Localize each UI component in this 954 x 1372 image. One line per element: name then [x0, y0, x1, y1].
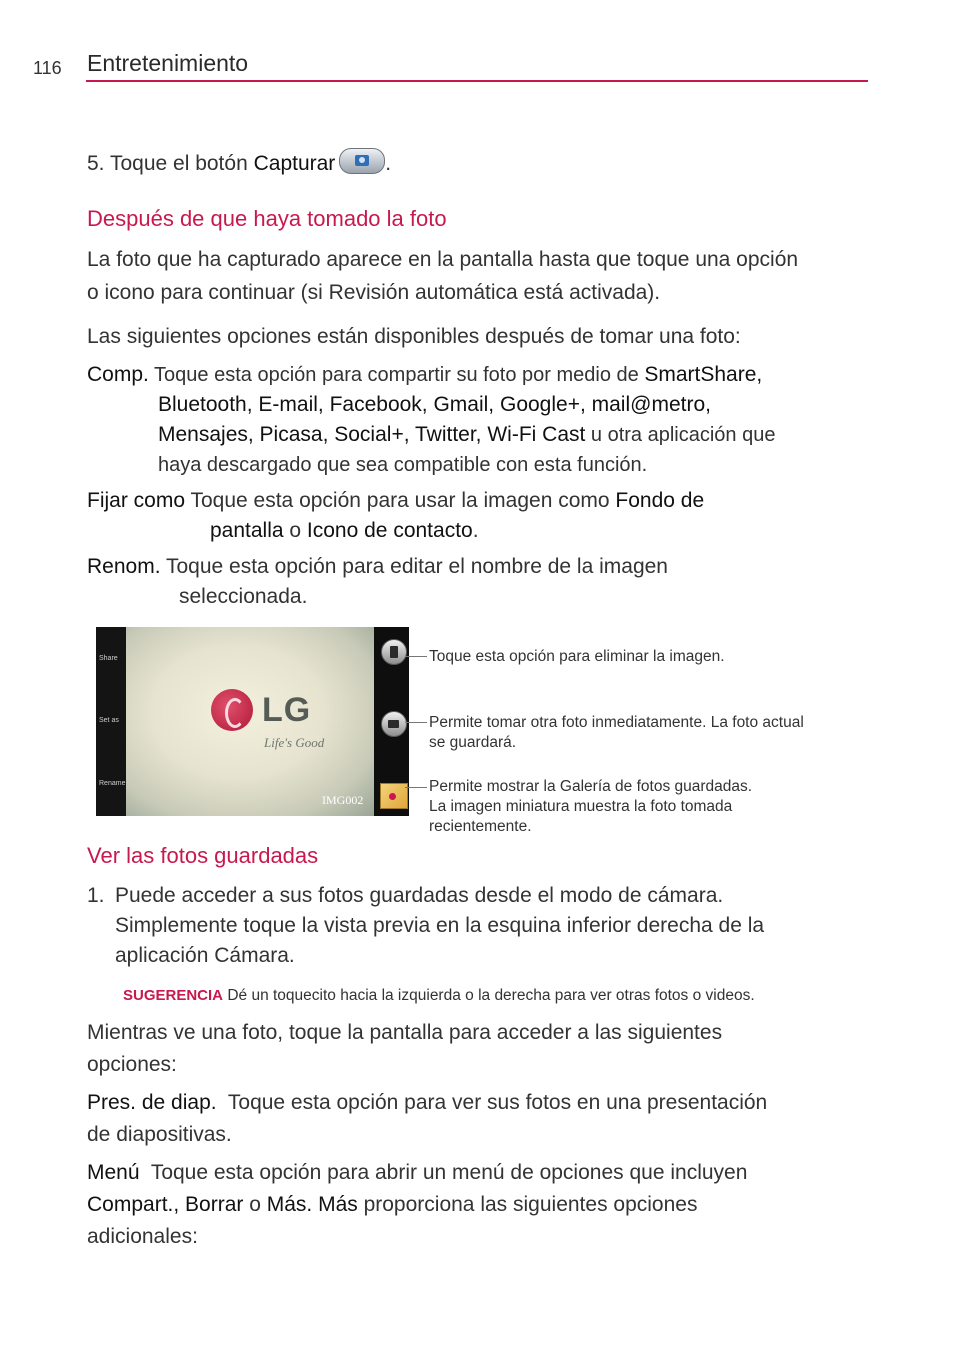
renom-term: Renom. [87, 555, 161, 578]
logo-tagline: Life's Good [264, 735, 325, 750]
comp-l1-text: Toque esta opción para compartir su foto por medio de [148, 364, 645, 386]
header-rule [86, 80, 868, 82]
tip-text: Dé un toquecito hacia la izquierda o la derecha para ver otras fotos o videos. [223, 987, 755, 1004]
fijar-l2-bold1: pantalla [210, 519, 284, 542]
pres-line1 [87, 1088, 767, 1118]
renom-line1 [87, 552, 668, 582]
item1-number: 1. [87, 884, 105, 907]
renom-line2: seleccionada. [179, 585, 308, 608]
leader-camera [405, 722, 427, 723]
comp-l1-bold: SmartShare, [644, 363, 763, 386]
para-line1: Mientras ve una foto, toque la pantalla para acceder a las siguientes [87, 1021, 723, 1044]
callout-gallery-l2: La imagen miniatura muestra la foto tomada [429, 798, 733, 815]
item1-line2: Simplemente toque la vista previa en la esquina inferior derecha de la [115, 914, 765, 937]
menu-term: Menú [87, 1161, 140, 1184]
step-5-text: 5. Toque el botón [87, 152, 254, 175]
menu-line1 [87, 1158, 747, 1188]
callout-gallery-l1: Permite mostrar la Galería de fotos guardadas. [429, 778, 753, 795]
menu-l1-text: Toque esta opción para abrir un menú de opciones que incluyen [139, 1161, 748, 1184]
side-label-setas: Set as [99, 717, 119, 724]
fijar-l2-text: o [283, 519, 307, 542]
menu-line3: adicionales: [87, 1225, 198, 1248]
para-line2: opciones: [87, 1053, 177, 1076]
step-5 [87, 149, 391, 179]
comp-line4: haya descargado que sea compatible con esta función. [158, 454, 648, 476]
item1-line1: Puede acceder a sus fotos guardadas desde el modo de cámara. [115, 884, 724, 907]
pres-line2: de diapositivas. [87, 1123, 232, 1146]
gallery-thumbnail [380, 783, 408, 809]
comp-l3-text: u otra aplicación que [585, 424, 776, 446]
leader-delete [405, 656, 427, 657]
callout-delete: Toque esta opción para eliminar la imagen. [429, 648, 725, 665]
fijar-l1-text: Toque esta opción para usar la imagen como [185, 489, 616, 512]
comp-line2: Bluetooth, E-mail, Facebook, Gmail, Google+, mail@metro, [158, 393, 711, 416]
camera-review-screenshot [96, 627, 409, 816]
tip [123, 987, 755, 1005]
heading-saved-photos: Ver las fotos guardadas [87, 843, 319, 868]
image-name: IMG002 [322, 793, 364, 807]
para1-line1: La foto que ha capturado aparece en la pantalla hasta que toque una opción [87, 248, 799, 271]
callout-camera-l2: se guardará. [429, 734, 517, 751]
camera-icon [381, 711, 407, 737]
fijar-line1 [87, 486, 704, 516]
side-label-share: Share [99, 655, 118, 662]
para2: Las siguientes opciones están disponibles después de tomar una foto: [87, 325, 741, 348]
item1-line3: aplicación Cámara. [115, 944, 295, 967]
menu-l2-text2: proporciona las siguientes opciones [357, 1193, 698, 1216]
comp-term: Comp. [87, 363, 149, 386]
callout-camera-l1: Permite tomar otra foto inmediatamente. La foto actual [429, 714, 804, 731]
fijar-l2-end: . [472, 519, 479, 542]
fijar-term: Fijar como [87, 489, 186, 512]
tip-label: SUGERENCIA [123, 987, 224, 1004]
comp-line3 [158, 420, 775, 450]
side-label-rename: Rename [99, 780, 126, 787]
menu-l2-bold2: Más. Más [266, 1193, 358, 1216]
step-5-bold: Capturar [253, 152, 336, 175]
capture-button-icon [339, 148, 385, 174]
lg-logo-icon [211, 689, 253, 731]
fijar-l1-bold: Fondo de [615, 489, 705, 512]
option-side-bar [96, 627, 126, 816]
menu-l2-text1: o [243, 1193, 267, 1216]
heading-after-photo: Después de que haya tomado la foto [87, 206, 447, 231]
fijar-l2-bold2: Icono de contacto [306, 519, 473, 542]
comp-l3-bold: Mensajes, Picasa, Social+, Twitter, Wi-Fi Cast [158, 423, 586, 446]
callout-gallery-l3: recientemente. [429, 818, 532, 835]
section-title: Entretenimiento [87, 50, 249, 76]
renom-l1-text: Toque esta opción para editar el nombre de la imagen [160, 555, 668, 578]
page-number: 116 [33, 58, 62, 78]
step-5-suffix: . [385, 152, 392, 175]
menu-line2 [87, 1190, 697, 1220]
leader-gallery [405, 787, 427, 788]
captured-photo [126, 627, 374, 816]
trash-icon [381, 639, 407, 665]
fijar-line2 [210, 516, 479, 546]
menu-l2-bold1: Compart., Borrar [87, 1193, 244, 1216]
camera-icon [355, 155, 369, 166]
pres-l1-text: Toque esta opción para ver sus fotos en una presentación [216, 1091, 768, 1114]
pres-term: Pres. de diap. [87, 1091, 217, 1114]
logo-text: LG [262, 691, 312, 729]
para1-line2: o icono para continuar (si Revisión automática está activada). [87, 281, 661, 304]
comp-line1 [87, 360, 762, 390]
